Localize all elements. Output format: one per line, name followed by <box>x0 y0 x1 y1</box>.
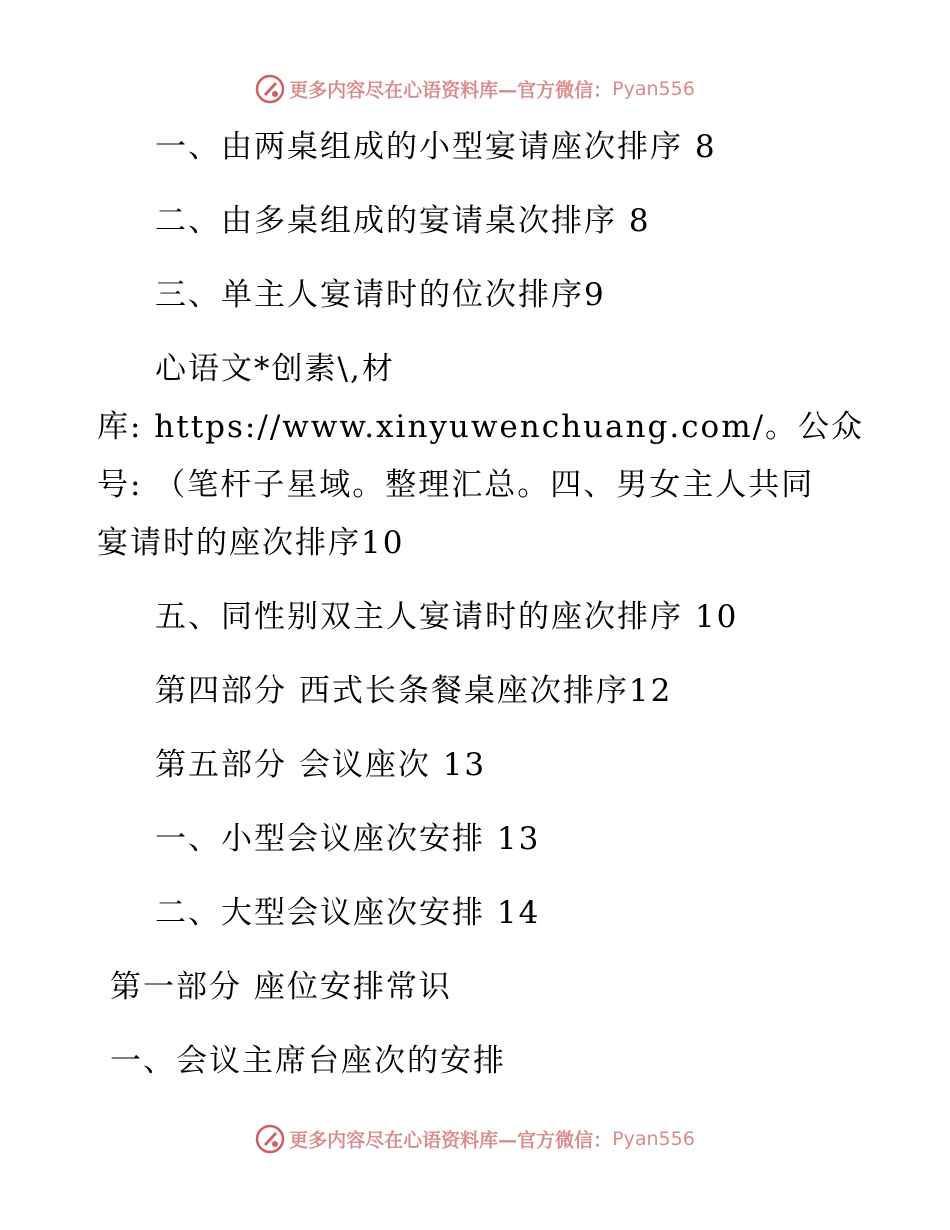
section-heading: 一、会议主席台座次的安排 <box>110 1043 506 1079</box>
toc-line: 号: （笔杆子星域。整理汇总。四、男女主人共同 <box>97 467 815 503</box>
watermark-top <box>0 74 950 104</box>
watermark-bottom <box>0 1124 950 1154</box>
toc-line: 第四部分 西式长条餐桌座次排序12 <box>155 673 673 709</box>
toc-line: 一、小型会议座次安排 13 <box>155 821 541 857</box>
toc-line: 一、由两桌组成的小型宴请座次排序 8 <box>155 129 717 165</box>
watermark-text: 更多内容尽在心语资料库—官方微信： <box>289 1129 613 1152</box>
toc-line: 心语文*创素\,材 <box>155 351 395 387</box>
toc-line: 库: https://www.xinyuwenchuang.com/。公众 <box>97 409 865 445</box>
section-heading: 第一部分 座位安排常识 <box>110 969 452 1005</box>
toc-line: 二、由多桌组成的宴请桌次排序 8 <box>155 203 651 239</box>
watermark-id: Pyan556 <box>612 1128 695 1150</box>
toc-line: 二、大型会议座次安排 14 <box>155 895 541 931</box>
toc-line: 宴请时的座次排序10 <box>97 525 405 561</box>
watermark-id: Pyan556 <box>612 78 695 100</box>
logo-icon <box>255 74 285 104</box>
watermark-text: 更多内容尽在心语资料库—官方微信： <box>289 79 613 102</box>
toc-line: 三、单主人宴请时的位次排序9 <box>155 277 606 313</box>
logo-icon <box>255 1124 285 1154</box>
toc-line: 五、同性别双主人宴请时的座次排序 10 <box>155 599 739 635</box>
toc-line: 第五部分 会议座次 13 <box>155 747 487 783</box>
